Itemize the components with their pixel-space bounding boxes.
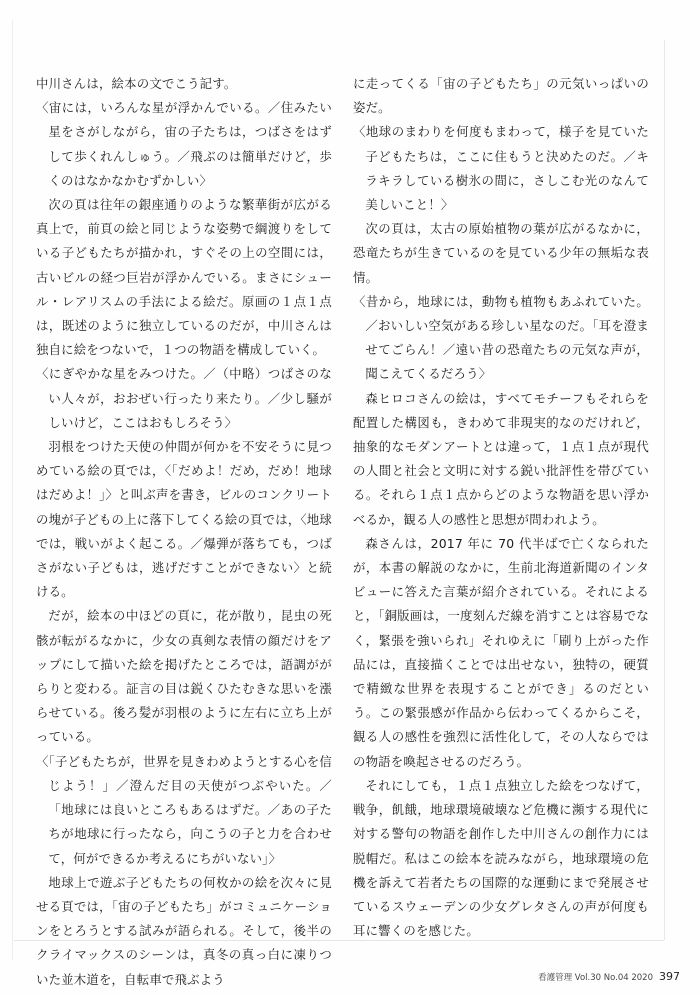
- paragraph: 次の頁は，太古の原始植物の葉が広がるなかに，恐竜たちが生きているのを見ている少年の無垢な表情。: [353, 221, 649, 285]
- page-footer: [538, 970, 680, 983]
- quote-paragraph: 〈昔から，地球には，動物も植物もあふれていた。／おいしい空気がある珍しい星なのだ。「耳を澄ませてごらん！／遠い昔の恐竜たちの元気な声が，聞こえてくるだろう〉: [353, 293, 649, 382]
- paragraph: 羽根をつけた天使の仲間が何かを不安そうに見つめている絵の頁では，〈「だめよ！だめ，だめ！地球はだめよ！」〉と叫ぶ声を書き，ビルのコンクリートの塊が子どもの上に落下してくる絵の頁では，〈地球では，戦いがよく起こる。／爆弾が落ちても，つばさがない子どもは，逃げだすことができない〉と続ける。: [36, 439, 332, 600]
- right-column: [353, 72, 649, 943]
- journal-title: 看護管理 Vol.30 No.04 2020: [538, 973, 653, 983]
- quote-paragraph: 〈「子どもたちが，世界を見きわめようとする心を信じよう！」／澄んだ目の天使がつぶやいた。／「地球には良いところもあるはずだ。／あの子たちが地球に行ったなら，向こうの子と力を合わせて，何ができるか考えるにちがいない」〉: [36, 753, 332, 866]
- quote-paragraph: 〈宙には，いろんな星が浮かんでいる。／住みたい星をさがしながら，宙の子たちは，つばさをはずして歩くれんしゅう。／飛ぶのは簡単だけど，歩くのはなかなかむずかしい〉: [36, 100, 332, 188]
- paragraph: だが，絵本の中ほどの頁に，花が散り，昆虫の死骸が転がるなかに，少女の真剣な表情の顔だけをアップにして描いた絵を掲げたところでは，語調ががらりと変わる。証言の目は鋭くひたむきな思いを漲らせている。後ろ髪が羽根のように左右に立ち上がっている。: [36, 608, 332, 745]
- page-edge-left: [4, 20, 13, 960]
- quote-paragraph: 〈にぎやかな星をみつけた。／（中略）つばさのない人々が，おおぜい行ったり来たり。／少し騒がしいけど，ここはおもしろそう〉: [36, 366, 332, 430]
- page-edge-right: [664, 40, 665, 940]
- paragraph: 地球上で遊ぶ子どもたちの何枚かの絵を次々に見せる頁では，「宙の子どもたち」がコミュニケーションをとろうとする試みが語られる。そして，後半のクライマックスのシーンは，真冬の真っ白に凍りついた並木道を，自転車で飛ぶよう: [36, 874, 332, 987]
- paragraph: 次の頁は往年の銀座通りのような繁華街が広がる真上で，前頁の絵と同じような姿勢で綱渡りをしている子どもたちが描かれ，すぐその上の空間には，古いビルの経つ巨岩が浮かんでいる。まさにシュール・レアリスムの手法による絵だ。原画の１点１点は，既述のように独立しているのだが，中川さんは独自に絵をつないで，１つの物語を構成していく。: [36, 197, 332, 358]
- paragraph: に走ってくる「宙の子どもたち」の元気いっぱいの姿だ。: [353, 76, 649, 116]
- paragraph: 森ヒロコさんの絵は，すべてモチーフもそれらを配置した構図も，きわめて非現実的なのだけれど，抽象的なモダンアートとは違って，１点１点が現代の人間と社会と文明に対する鋭い批評性を帯びている。それら１点１点からどのような物語を思い浮かべるか，観る人の感性と思想が問われよう。: [353, 390, 649, 527]
- quote-paragraph: 〈地球のまわりを何度もまわって，様子を見ていた子どもたちは，ここに住もうと決めたのだ。／キラキラしている樹氷の間に，さしこむ光のなんて美しいこと！〉: [353, 124, 649, 213]
- left-column: [36, 72, 332, 992]
- paragraph: 中川さんは，絵本の文でこう記す。: [36, 76, 237, 91]
- paragraph: それにしても，１点１点独立した絵をつなげて，戦争，飢餓，地球環境破壊など危機に瀕する現代に対する警句の物語を創作した中川さんの創作力には脱帽だ。私はこの絵本を読みながら，地球環境の危機を訴えて若者たちの国際的な運動にまで発展させているスウェーデンの少女グレタさんの声が何度も耳に響くのを感じた。: [353, 777, 649, 939]
- paragraph: 森さんは，2017 年に 70 代半ばで亡くなられたが，本書の解説のなかに，生前北海道新聞のインタビューに答えた言葉が紹介されている。それによると，「銅版画は，一度刻んだ線を消すことは容易でなく，緊張を強いられ」それゆえに「刷り上がった作品には，直接描くことでは出せない，独特の，硬質で精緻な世界を表現することができ」るのだという。この緊張感が作品から伝わってくるからこそ，観る人の感性を強烈に活性化して，その人ならではの物語を喚起させるのだろう。: [353, 535, 649, 769]
- page-number: 397: [659, 970, 680, 983]
